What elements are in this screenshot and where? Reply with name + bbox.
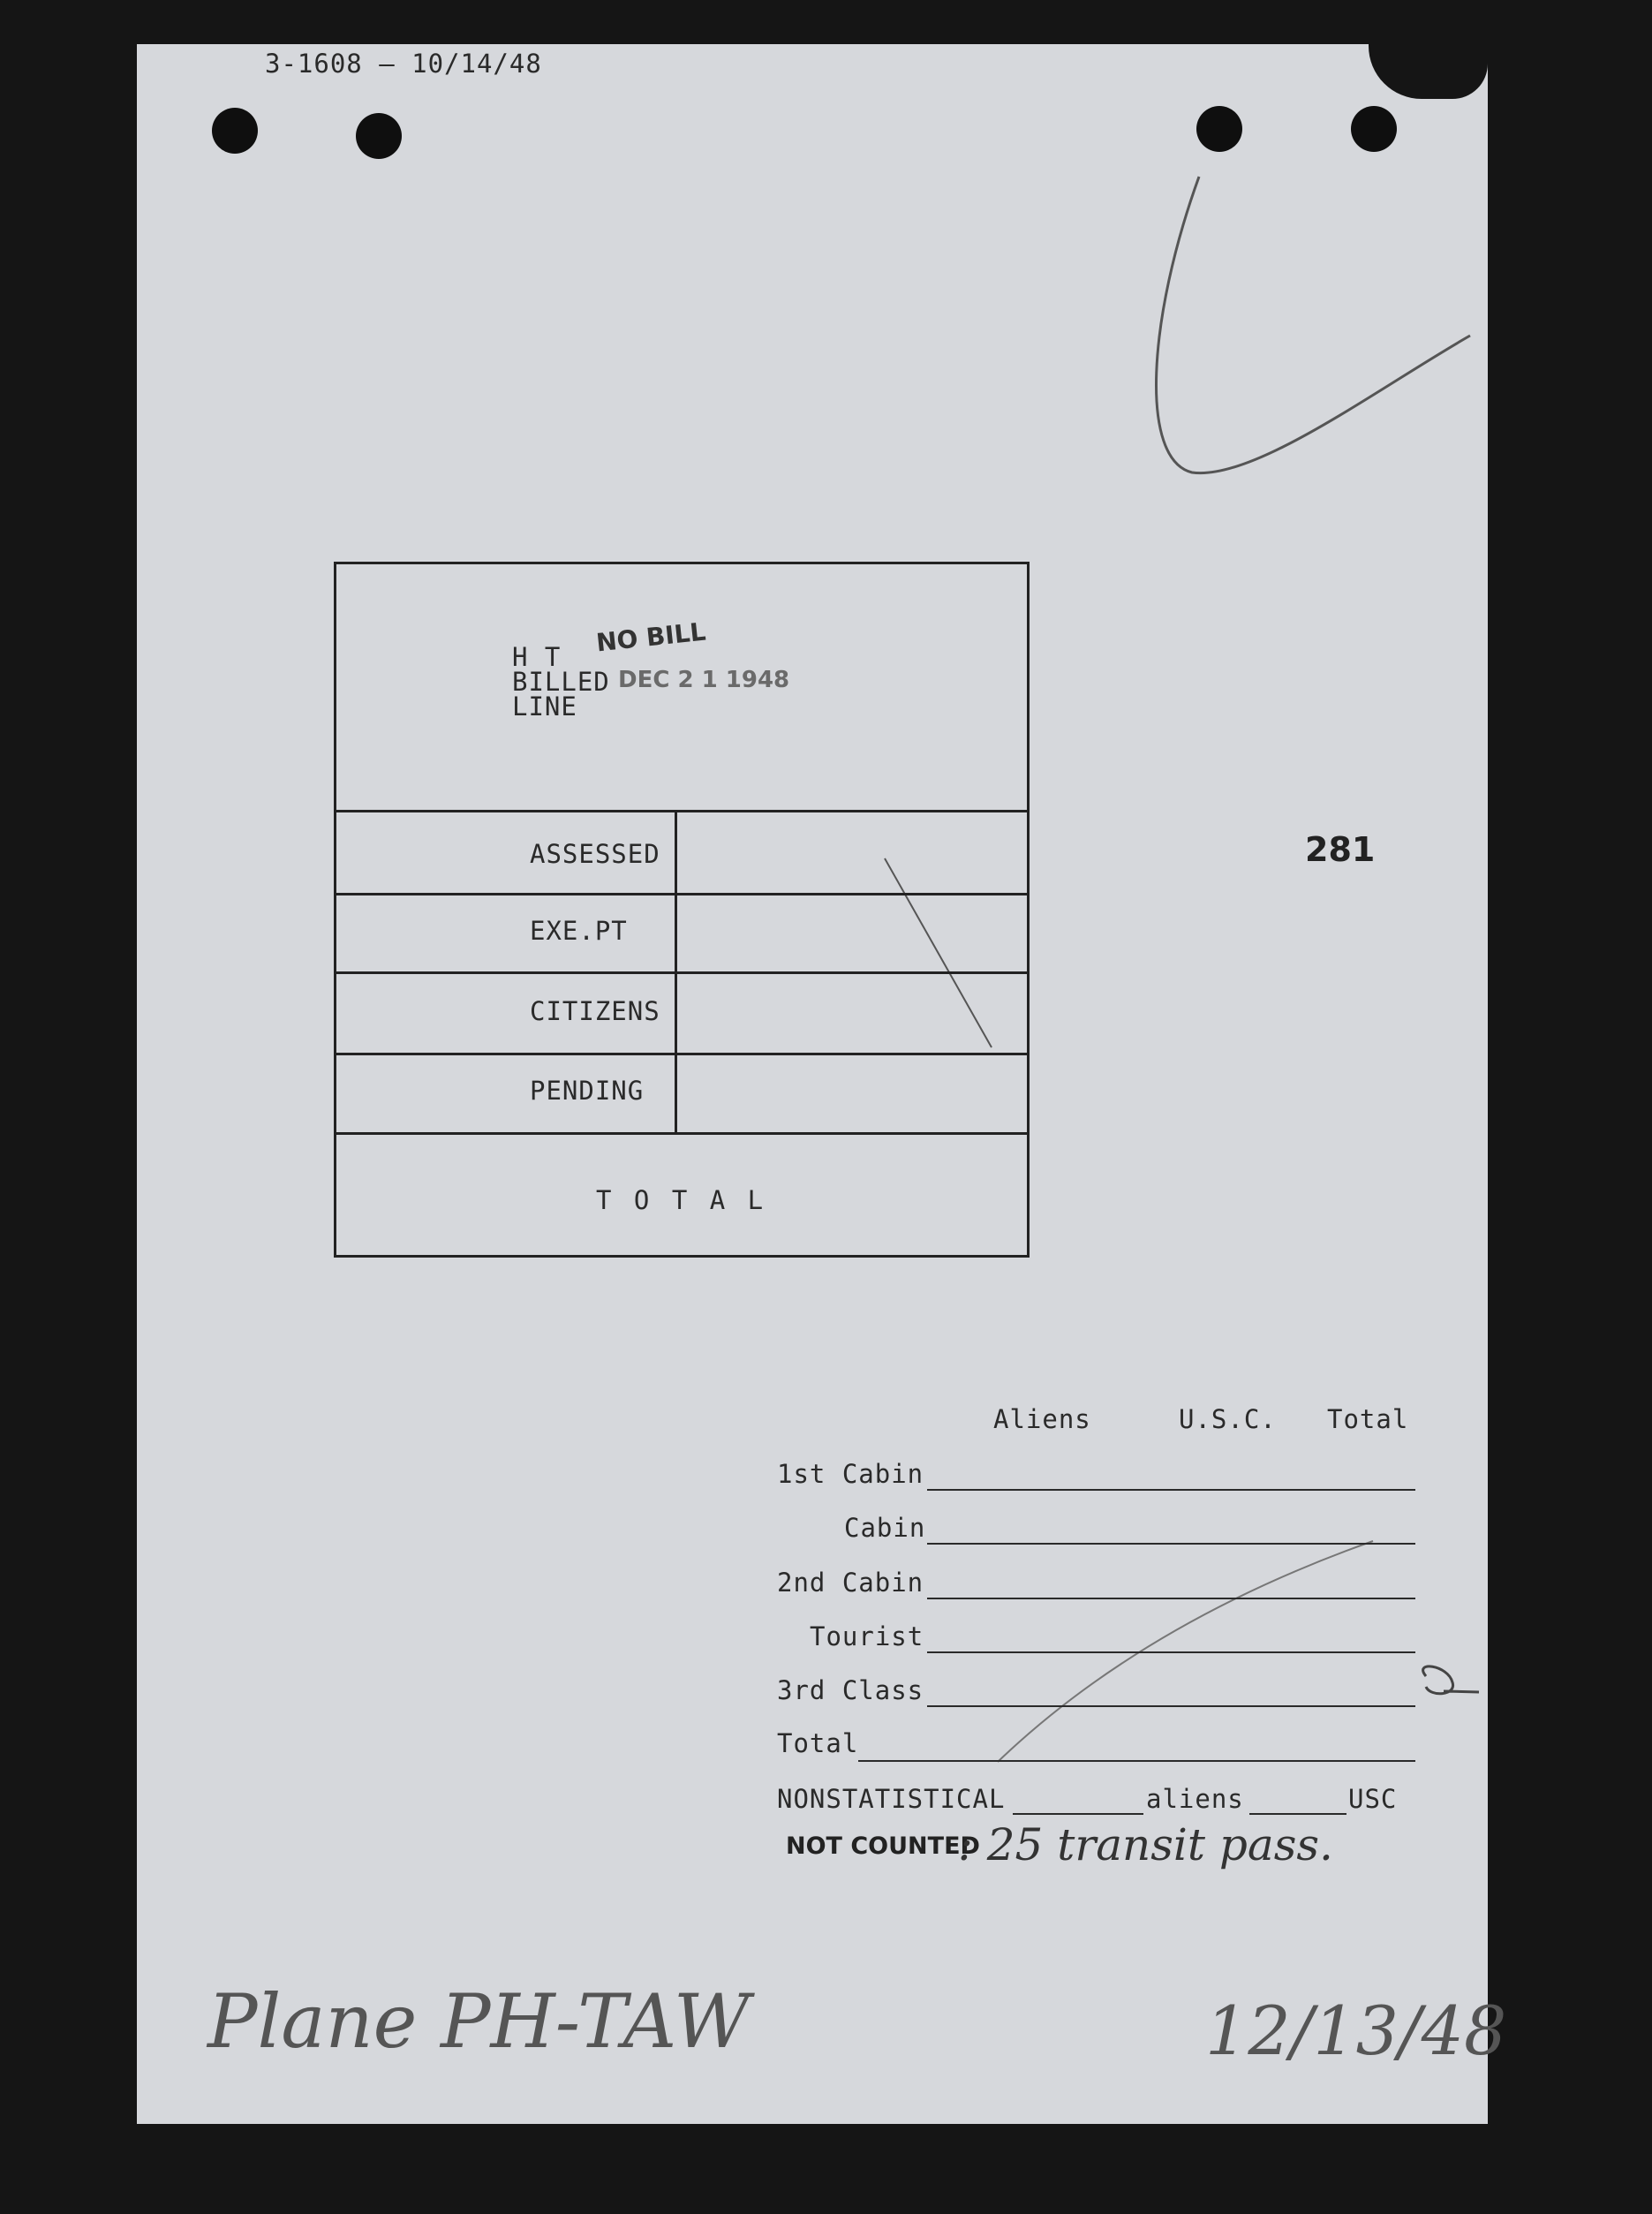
divider — [336, 810, 1027, 812]
row-3rd-class: 3rd Class — [777, 1675, 924, 1705]
fill-line — [927, 1705, 1415, 1707]
date-stamp: DEC 2 1 1948 — [618, 667, 790, 693]
billed-line-2: BILLED — [512, 667, 610, 697]
row-tourist: Tourist — [810, 1621, 924, 1651]
billed-block — [512, 642, 610, 722]
fill-line — [927, 1598, 1415, 1599]
page-number: 281 — [1305, 830, 1376, 869]
billed-line-1: H T — [512, 642, 562, 672]
billed-line-3: LINE — [512, 691, 577, 722]
file-reference: 3-1608 — 10/14/48 — [265, 49, 542, 79]
divider — [336, 1053, 1027, 1055]
plane-handwriting: Plane PH-TAW — [207, 1978, 751, 2065]
not-counted-note: : 25 transit pass. — [958, 1819, 1333, 1870]
row-citizens: CITIZENS — [530, 996, 660, 1026]
aliens-label: aliens — [1146, 1784, 1244, 1814]
no-bill-stamp: NO BILL — [594, 616, 707, 658]
divider — [336, 1132, 1027, 1135]
row-assessed: ASSESSED — [530, 839, 660, 869]
fill-line — [858, 1760, 1415, 1762]
nonstatistical-label: NONSTATISTICAL — [777, 1784, 1006, 1814]
row-2nd-cabin: 2nd Cabin — [777, 1568, 924, 1598]
fill-line — [927, 1543, 1415, 1545]
header-aliens: Aliens — [993, 1404, 1091, 1434]
divider — [336, 893, 1027, 895]
row-exempt: EXE.PT — [530, 916, 628, 946]
fill-line — [927, 1489, 1415, 1491]
header-total: Total — [1327, 1404, 1409, 1434]
divider — [336, 971, 1027, 974]
row-pending: PENDING — [530, 1076, 645, 1106]
row-cabin: Cabin — [844, 1513, 926, 1543]
fill-line — [927, 1651, 1415, 1653]
row-total: Total — [777, 1728, 859, 1758]
usc-label: USC — [1348, 1784, 1398, 1814]
fill-line — [1013, 1813, 1143, 1815]
not-counted-stamp: NOT COUNTED — [786, 1832, 980, 1860]
total-label: T O T A L — [596, 1185, 767, 1215]
fill-line — [1249, 1813, 1346, 1815]
date-handwriting: 12/13/48 — [1205, 1991, 1507, 2070]
row-1st-cabin: 1st Cabin — [777, 1459, 924, 1489]
column-divider — [675, 810, 677, 1135]
header-usc: U.S.C. — [1179, 1404, 1277, 1434]
